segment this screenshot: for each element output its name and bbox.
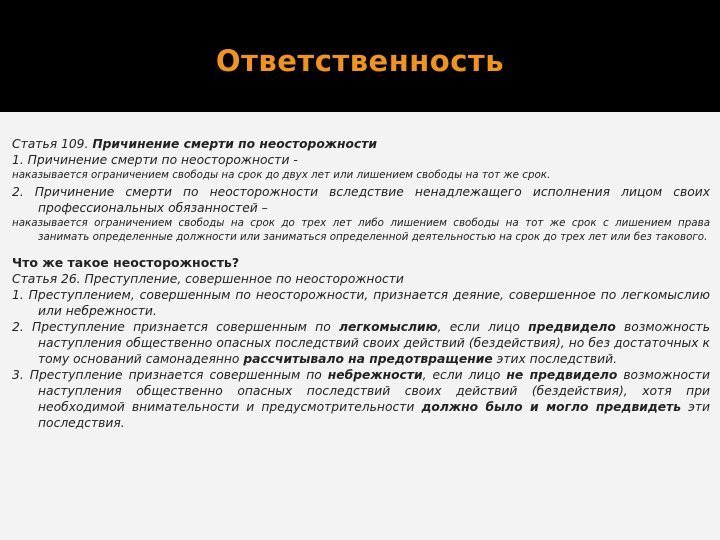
art109-heading bbox=[12, 136, 710, 152]
art109-p1: 1. Причинение смерти по неосторожности - bbox=[12, 153, 298, 167]
term-predvidelo: предвидело bbox=[528, 320, 616, 334]
art26-p3: 3. Преступление признается совершенным по небрежности, если лицо не предвидело возможности наступления общественно опасных последствий своих действий (бездействия), хотя при необходимой внимательности и предусмотрительности должно было и могло предвидеть эти последствия. bbox=[12, 368, 710, 430]
question-heading: Что же такое неосторожность? bbox=[12, 255, 240, 270]
art109-p2-sanction: наказывается ограничением свободы на срок до трех лет либо лишением свободы на тот же срок с лишением права занимать определенные должности или заниматься определенной деятельностью на срок до трех лет или без такового. bbox=[12, 217, 710, 243]
art109-p1-sanction: наказывается ограничением свободы на срок до двух лет или лишением свободы на тот же срок. bbox=[12, 169, 551, 181]
term-nebrezhnost: небрежности bbox=[327, 368, 423, 382]
slide-title: Ответственность bbox=[215, 44, 505, 78]
slide-header bbox=[0, 0, 720, 112]
term-ne-predvidelo: не предвидело bbox=[506, 368, 618, 382]
term-dolzhno: должно было и могло предвидеть bbox=[421, 400, 682, 414]
term-legkomyslie: легкомыслию bbox=[338, 320, 438, 334]
art109-label: Статья 109. bbox=[12, 137, 89, 151]
body-text bbox=[12, 136, 710, 431]
term-rasschityvalo: рассчитывало на предотвращение bbox=[243, 352, 493, 366]
art26-p2: 2. Преступление признается совершенным по легкомыслию, если лицо предвидело возможность наступления общественно опасных последствий своих действий (бездействия), но без достаточных к тому оснований самонадеянно рассчитывало на предотвращение этих последствий. bbox=[12, 320, 710, 366]
art26-heading: Статья 26. Преступление, совершенное по неосторожности bbox=[12, 272, 404, 286]
slide-content bbox=[0, 112, 720, 540]
art26-p1: 1. Преступлением, совершенным по неосторожности, признается деяние, совершенное по легкомыслию или небрежности. bbox=[12, 288, 710, 318]
art109-name: Причинение смерти по неосторожности bbox=[92, 137, 377, 151]
art109-p2: 2. Причинение смерти по неосторожности вследствие ненадлежащего исполнения лицом своих профессиональных обязанностей – bbox=[12, 185, 710, 215]
